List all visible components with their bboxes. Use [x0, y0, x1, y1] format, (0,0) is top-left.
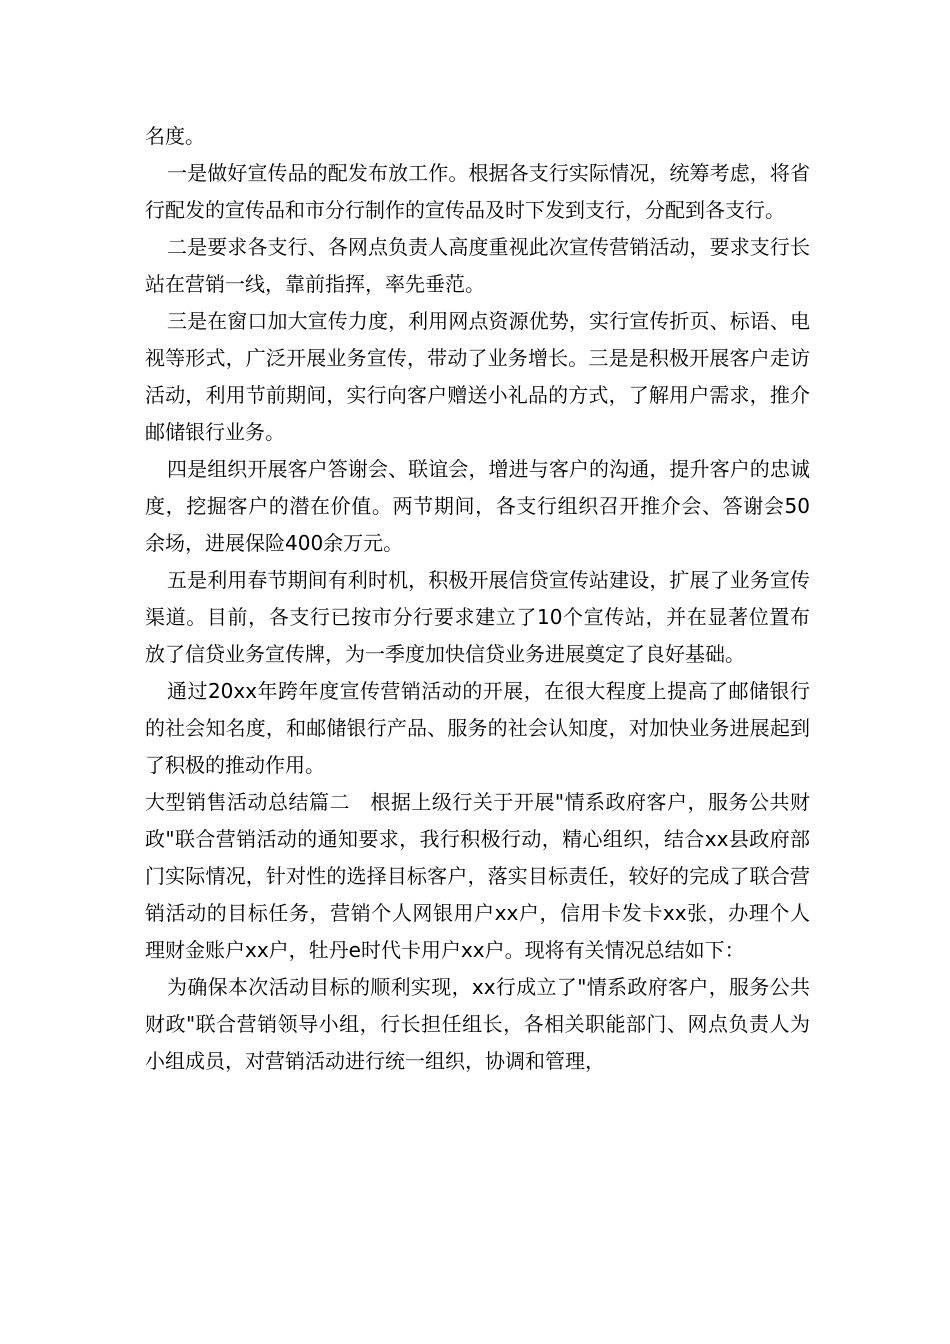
document-body [145, 118, 810, 1080]
paragraph-2: 二是要求各支行、各网点负责人高度重视此次宣传营销活动，要求支行长站在营销一线，靠前指挥，率先垂范。 [145, 235, 810, 296]
paragraph-6: 通过20xx年跨年度宣传营销活动的开展，在很大程度上提高了邮储银行的社会知名度，和邮储银行产品、服务的社会认知度，对加快业务进展起到了积极的推动作用。 [145, 679, 810, 777]
paragraph-7: 大型销售活动总结篇二 根据上级行关于开展"情系政府客户，服务公共财政"联合营销活动的通知要求，我行积极行动，精心组织，结合xx县政府部门实际情况，针对性的选择目标客户，落实目标责任，较好的完成了联合营销活动的目标任务，营销个人网银用户xx户，信用卡发卡xx张，办理个人理财金账户xx户，牡丹e时代卡用户xx户。现将有关情况总结如下： [145, 790, 810, 962]
paragraph-5: 五是利用春节期间有利时机，积极开展信贷宣传站建设，扩展了业务宣传渠道。目前，各支行已按市分行要求建立了10个宣传站，并在显著位置布放了信贷业务宣传牌，为一季度加快信贷业务进展奠定了良好基础。 [145, 568, 810, 666]
paragraph-3: 三是在窗口加大宣传力度，利用网点资源优势，实行宣传折页、标语、电视等形式，广泛开展业务宣传，带动了业务增长。三是是积极开展客户走访活动，利用节前期间，实行向客户赠送小礼品的方式，了解用户需求，推介邮储银行业务。 [145, 309, 810, 444]
paragraph-8: 为确保本次活动目标的顺利实现，xx行成立了"情系政府客户，服务公共财政"联合营销领导小组，行长担任组长，各相关职能部门、网点负责人为小组成员，对营销活动进行统一组织，协调和管理， [145, 975, 810, 1073]
paragraph-1: 一是做好宣传品的配发布放工作。根据各支行实际情况，统筹考虑，将省行配发的宣传品和市分行制作的宣传品及时下发到支行，分配到各支行。 [145, 161, 810, 222]
paragraph-4: 四是组织开展客户答谢会、联谊会，增进与客户的沟通，提升客户的忠诚度，挖掘客户的潜在价值。两节期间，各支行组织召开推介会、答谢会50余场，进展保险400余万元。 [145, 457, 810, 555]
paragraph-0: 名度。 [145, 124, 205, 148]
